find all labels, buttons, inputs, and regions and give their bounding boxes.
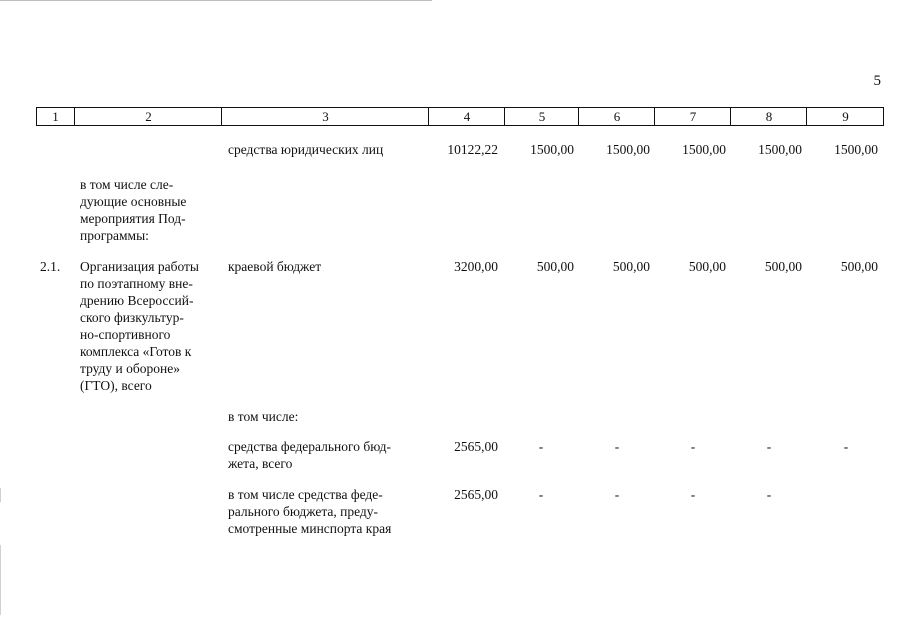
header-cell: 1: [52, 109, 59, 124]
total-value: 10122,22: [447, 142, 498, 157]
year-value: 1500,00: [682, 142, 726, 157]
empty-value-dash: -: [690, 487, 696, 502]
header-cell: 8: [730, 108, 807, 125]
funding-source: краевой бюджет: [228, 259, 322, 274]
item-number: 2.1.: [40, 259, 61, 274]
empty-value-dash: -: [766, 439, 772, 454]
header-cell: 2: [74, 108, 222, 125]
empty-value-dash: -: [614, 439, 620, 454]
empty-value-dash: -: [766, 487, 772, 502]
empty-value-dash: -: [614, 487, 620, 502]
year-value: 500,00: [612, 259, 650, 274]
year-value: 1500,00: [758, 142, 802, 157]
header-cell: 6: [578, 108, 655, 125]
funding-source: средства федерального бюд- жета, всего: [228, 439, 391, 471]
including-activities-note: в том числе сле- дующие основные мероприятия Под- программы:: [80, 177, 187, 243]
funding-source: средства юридических лиц: [228, 142, 384, 157]
total-value: 2565,00: [454, 439, 498, 454]
year-value: 500,00: [536, 259, 574, 274]
total-value: 3200,00: [454, 259, 498, 274]
header-cell: 9: [806, 108, 884, 125]
year-value: 500,00: [764, 259, 802, 274]
funding-source: в том числе средства феде- рального бюджета, преду- смотренные минспорта края: [228, 487, 392, 536]
year-value: 500,00: [840, 259, 878, 274]
total-value: 2565,00: [454, 487, 498, 502]
empty-value-dash: -: [690, 439, 696, 454]
year-value: 1500,00: [834, 142, 878, 157]
scan-top-line: [0, 0, 432, 1]
year-value: 1500,00: [606, 142, 650, 157]
scan-edge-mark: [0, 488, 1, 502]
empty-value-dash: -: [538, 487, 544, 502]
item-description: Организация работы по поэтапному вне- дрению Всероссий- ского физкультур- но-спортивного комплекса «Готов к труду и обороне» (ГТО), всего: [80, 259, 199, 393]
header-cell: 7: [654, 108, 731, 125]
year-value: 1500,00: [530, 142, 574, 157]
header-cell: 5: [504, 108, 579, 125]
header-cell: 3: [221, 108, 429, 125]
year-value: 500,00: [688, 259, 726, 274]
column-number-header: [36, 107, 884, 126]
scan-edge-mark: [0, 545, 1, 615]
empty-value-dash: -: [538, 439, 544, 454]
including-label: в том числе:: [228, 409, 299, 424]
empty-value-dash: -: [843, 439, 849, 454]
page-number: 5: [873, 73, 881, 89]
header-cell: 4: [428, 108, 505, 125]
